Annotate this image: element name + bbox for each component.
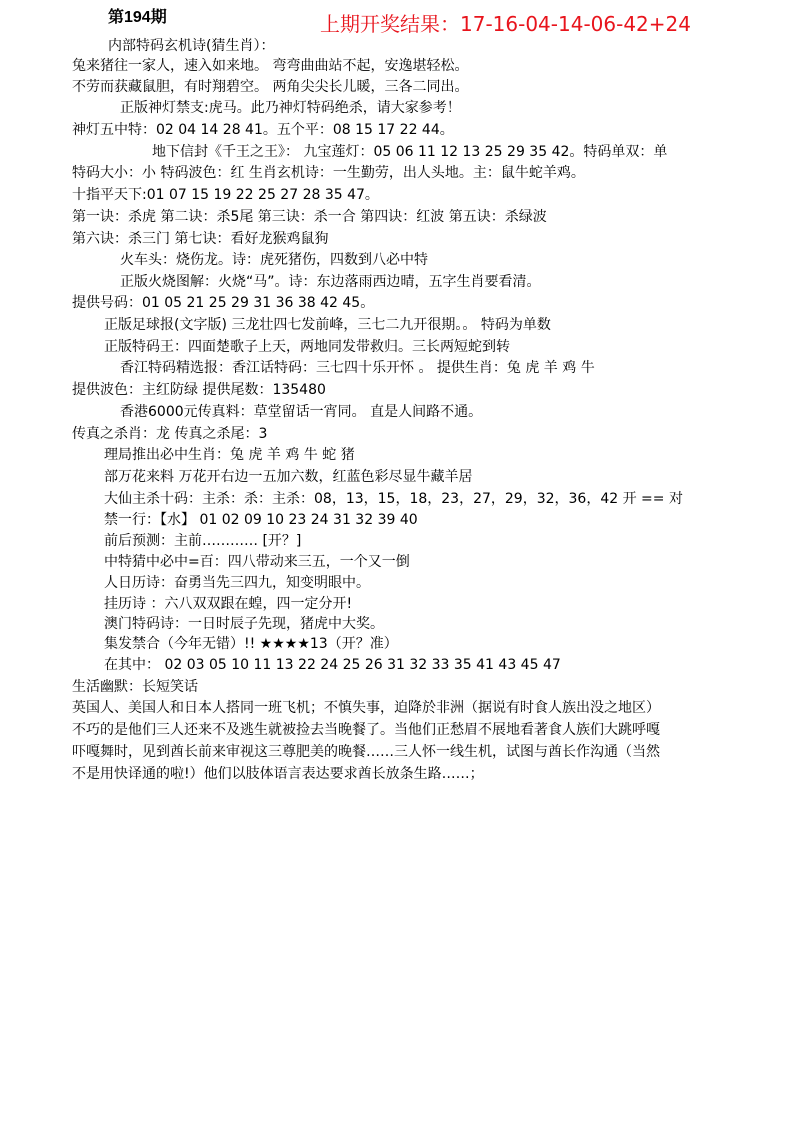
text-line: 内部特码玄机诗(猜生肖）：: [108, 38, 275, 54]
text-line: 理局推出必中生肖：兔 虎 羊 鸡 牛 蛇 猪: [104, 447, 355, 463]
text-line: 前后预测：主前………… [开？]: [104, 533, 302, 549]
issue-number: 第194期: [108, 9, 167, 26]
text-line: 不劳而获藏鼠胆，有时翔碧空。 两角尖尖长儿暖，三各二同出。: [72, 79, 469, 95]
text-line: 火车头：烧伤龙。诗：虎死猪伤，四数到八必中特: [120, 252, 428, 268]
text-line: 香江特码精选报：香江话特码：三七四十乐开怀 。 提供生肖：兔 虎 羊 鸡 牛: [120, 360, 595, 376]
last-draw-result: 上期开奖结果：17-16-04-14-06-42+24: [320, 12, 691, 36]
text-line: 兔来猪往一家人，速入如来地。 弯弯曲曲站不起，安逸堪轻松。: [72, 58, 469, 74]
text-line: 澳门特码诗：一日时辰子先现，猪虎中大奖。: [104, 616, 384, 632]
text-line: 正版火烧图解：火烧“马”。诗：东边落雨西边晴，五字生肖要看清。: [120, 274, 541, 290]
text-line: 传真之杀肖：龙 传真之杀尾：3: [72, 426, 268, 442]
text-line: 生活幽默：长短笑话: [72, 679, 198, 695]
text-line: 提供号码：01 05 21 25 29 31 36 38 42 45。: [72, 295, 375, 311]
text-line: 部万花来料 万花开右边一五加六数，红蓝色彩尽显牛藏羊居: [104, 469, 473, 485]
text-line: 禁一行：【水】 01 02 09 10 23 24 31 32 39 40: [104, 512, 418, 528]
text-line: 正版足球报(文字版) 三龙壮四七发前峰，三七二九开很期。。 特码为单数: [104, 317, 551, 333]
text-line: 地下信封《千王之王》： 九宝莲灯：05 06 11 12 13 25 29 35 42。特码单双：单: [152, 144, 668, 160]
text-line: 英国人、美国人和日本人搭同一班飞机；不慎失事，迫降於非洲（据说有时食人族出没之地区）: [72, 700, 660, 716]
text-line: 正版神灯禁支:虎马。此乃神灯特码绝杀，请大家参考！: [120, 100, 461, 116]
text-line: 第一诀：杀虎 第二诀：杀5尾 第三诀：杀一合 第四诀：红波 第五诀：杀绿波: [72, 209, 547, 225]
text-line: 吓嘎舞时，见到酋长前来审视这三尊肥美的晚餐……三人怀一线生机，试图与酋长作沟通（当然: [72, 744, 660, 760]
text-line: 香港6000元传真料：草堂留话一宵同。 直是人间路不通。: [120, 404, 483, 420]
text-line: 集发禁合（今年无错）!! ★★★★13（开？准）: [104, 636, 398, 652]
text-line: 特码大小：小 特码波色：红 生肖玄机诗：一生勤劳，出人头地。主：鼠牛蛇羊鸡。: [72, 165, 585, 181]
text-line: 中特猜中必中=百：四八带动来三五，一个又一倒: [104, 554, 410, 570]
text-line: 神灯五中特：02 04 14 28 41。五个平：08 15 17 22 44。: [72, 122, 454, 138]
text-line: 不是用快译通的啦!）他们以肢体语言表达要求酋长放条生路……；: [72, 766, 484, 782]
text-line: 不巧的是他们三人还来不及逃生就被捡去当晚餐了。当他们正愁眉不展地看著食人族们大跳呼嘎: [72, 722, 660, 738]
text-line: 正版特码王：四面楚歌子上天，两地同发带救归。三长两短蛇到转: [104, 339, 510, 355]
text-line: 在其中： 02 03 05 10 11 13 22 24 25 26 31 32 33 35 41 43 45 47: [104, 657, 561, 673]
text-line: 十指平天下:01 07 15 19 22 25 27 28 35 47。: [72, 187, 379, 203]
text-line: 挂历诗 ：六八双双跟在蝗，四一定分开!: [104, 596, 353, 612]
text-line: 人日历诗：奋勇当先三四九，知变明眼中。: [104, 575, 370, 591]
text-line: 大仙主杀十码：主杀：杀：主杀：08，13，15，18，23，27，29，32，36，42 开 == 对: [104, 491, 683, 507]
text-line: 提供波色：主红防绿 提供尾数：135480: [72, 382, 326, 398]
text-line: 第六诀：杀三门 第七诀：看好龙猴鸡鼠狗: [72, 231, 329, 247]
